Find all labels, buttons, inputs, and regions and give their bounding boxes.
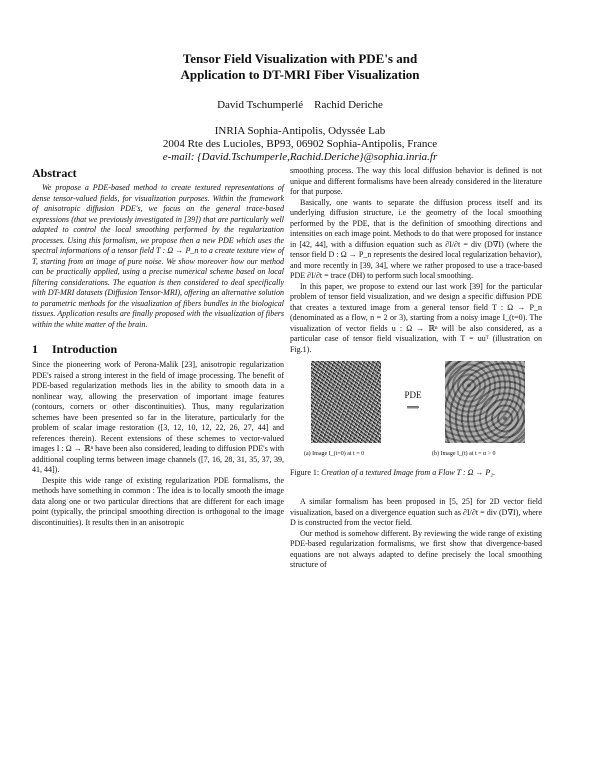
pde-arrow (390, 389, 436, 413)
title-line-1: Tensor Field Visualization with PDE's and (182, 51, 418, 66)
affiliation-email-line (90, 151, 510, 164)
left-column (32, 166, 284, 528)
right-paragraph-4: A similar formalism has been proposed in [5, 25] for 2D vector field visualization, based on a divergence equation such as ∂I/∂t = div (D∇I), where D is constructed from the vector field. (290, 497, 542, 527)
affiliation-line-1: INRIA Sophia-Antipolis, Odyssée Lab (214, 125, 386, 137)
email-prefix: e-mail: (162, 151, 195, 163)
abstract-text: We propose a PDE-based method to create textured representations of dense tensor-valued fields, for visualization purposes. Within the framework of anisotropic diffusion PDE's, we focus on the general trace-based expressions (that we previously investigated in [39]) that are particularly well adapted to control the local smoothing performed by the regularization processes. Using this formalism, we propose then a new PDE which uses the spectral informations of a tensor field T : Ω → P_n to a create texture view of T, starting from an image of pure noise. We show moreover how our method can be practically applied, using a precise numerical scheme based on local filtering considerations. The equation is then considered to deal specifically with DT-MRI datasets (Diffusion Tensor-MRI), offering an alternative solution to parametric methods for the visualization of fibers bundles in the biological tissues. Application results are finally proposed with the visualization of fibers within the white matter of the brain. (32, 183, 284, 329)
intro-paragraph-2: Despite this wide range of existing regularization PDE formalisms, the methods have something in common : The idea is to locally smooth the image data along one or two particular directions that are different for each image point (typically, the principal smoothing direction is orthogonal to the image discontinuities). It results then in an anisotropic (32, 475, 284, 527)
right-paragraph-3: In this paper, we propose to extend our last work [39] for the particular problem of tensor field visualization, and we design a specific diffusion PDE that creates a textured image from a general tensor field T : Ω → P_n (denominated as a flow, n = 2 or 3), starting from a noisy image I_(t=0). The visualization of vector fields u : Ω → ℝⁿ will be also considered, as a particular case of tensor field visualization, with T = uuᵀ (illustration on Fig.1). (290, 281, 542, 354)
paper-title (100, 51, 500, 83)
figure-1 (290, 361, 542, 497)
pde-arrow-label: PDE (404, 390, 422, 400)
affiliation-line-2: 2004 Rte des Lucioles, BP93, 06902 Sophia-Antipolis, France (162, 138, 438, 150)
figure-caption-prefix: Figure 1: (290, 468, 320, 477)
right-paragraph-2: Basically, one wants to separate the diffusion process itself and its underlying diffusion structure, i.e the geometry of the local smoothing performed by the PDE, that is the definition of smoothing directions and intensities on each image point. Methods to do that were proposed for instance in [42, 44], with a diffusion equation such as ∂I/∂t = div (D∇I) (where the tensor field D : Ω → P_n represents the desired local regularization behavior), and more recently in [39, 34], where we rather proposed to use a trace-based PDE ∂I/∂t = trace (DH) to perform such local smoothing. (290, 197, 542, 280)
intro-paragraph-1: Since the pioneering work of Perona-Malik [23], anisotropic regularization PDE's raised a strong interest in the field of image processing. The benefit of PDE-based regularization methods lies in the ability to smooth data in a nonlinear way, allowing the preservation of important image features (contours, corners or other discontinuities). Thus, many regularization schemes have been presented so far in the literature, particularly for the problem of scalar image restoration ([3, 12, 10, 12, 22, 26, 27, 44] and references therein). Recent extensions of these schemes to vector-valued images I : Ω → ℝⁿ have been also considered, leading to diffusion PDE's with additional coupling terms between image channels ([7, 16, 28, 31, 35, 37, 39, 41, 44]). (32, 360, 284, 474)
figure-caption-text: Creation of a textured Image from a Flow T : Ω → P₂. (321, 468, 496, 477)
right-paragraph-1: smoothing process. The way this local diffusion behavior is defined is not unique and different formalisms have been already considered in the literature for that purpose. (290, 166, 542, 196)
textured-flow-image (445, 361, 525, 443)
right-column (290, 166, 542, 571)
subcaption-b: (b) Image I_(t) at t = α > 0 (432, 451, 496, 457)
pde-arrow-glyph: ⟹ (406, 402, 420, 412)
section-title: Introduction (52, 342, 118, 356)
noise-image (311, 361, 381, 443)
authors: David Tschumperlé Rachid Deriche (217, 99, 383, 111)
figure-caption (290, 468, 542, 479)
section-introduction-heading (32, 342, 284, 356)
affiliation (90, 125, 510, 164)
email-address[interactable]: {David.Tschumperle,Rachid.Deriche}@sophia.inria.fr (197, 151, 438, 163)
title-line-2: Application to DT-MRI Fiber Visualization (180, 67, 420, 82)
subcaption-a: (a) Image I_(t=0) at t = 0 (304, 451, 365, 457)
section-number: 1 (32, 342, 38, 356)
abstract-heading: Abstract (32, 166, 77, 180)
right-paragraph-5: Our method is somehow different. By reviewing the wide range of existing PDE-based regularization formalisms, we first show that divergence-based equations are not always adapted to define precisely the local smoothing structure of (290, 528, 542, 569)
